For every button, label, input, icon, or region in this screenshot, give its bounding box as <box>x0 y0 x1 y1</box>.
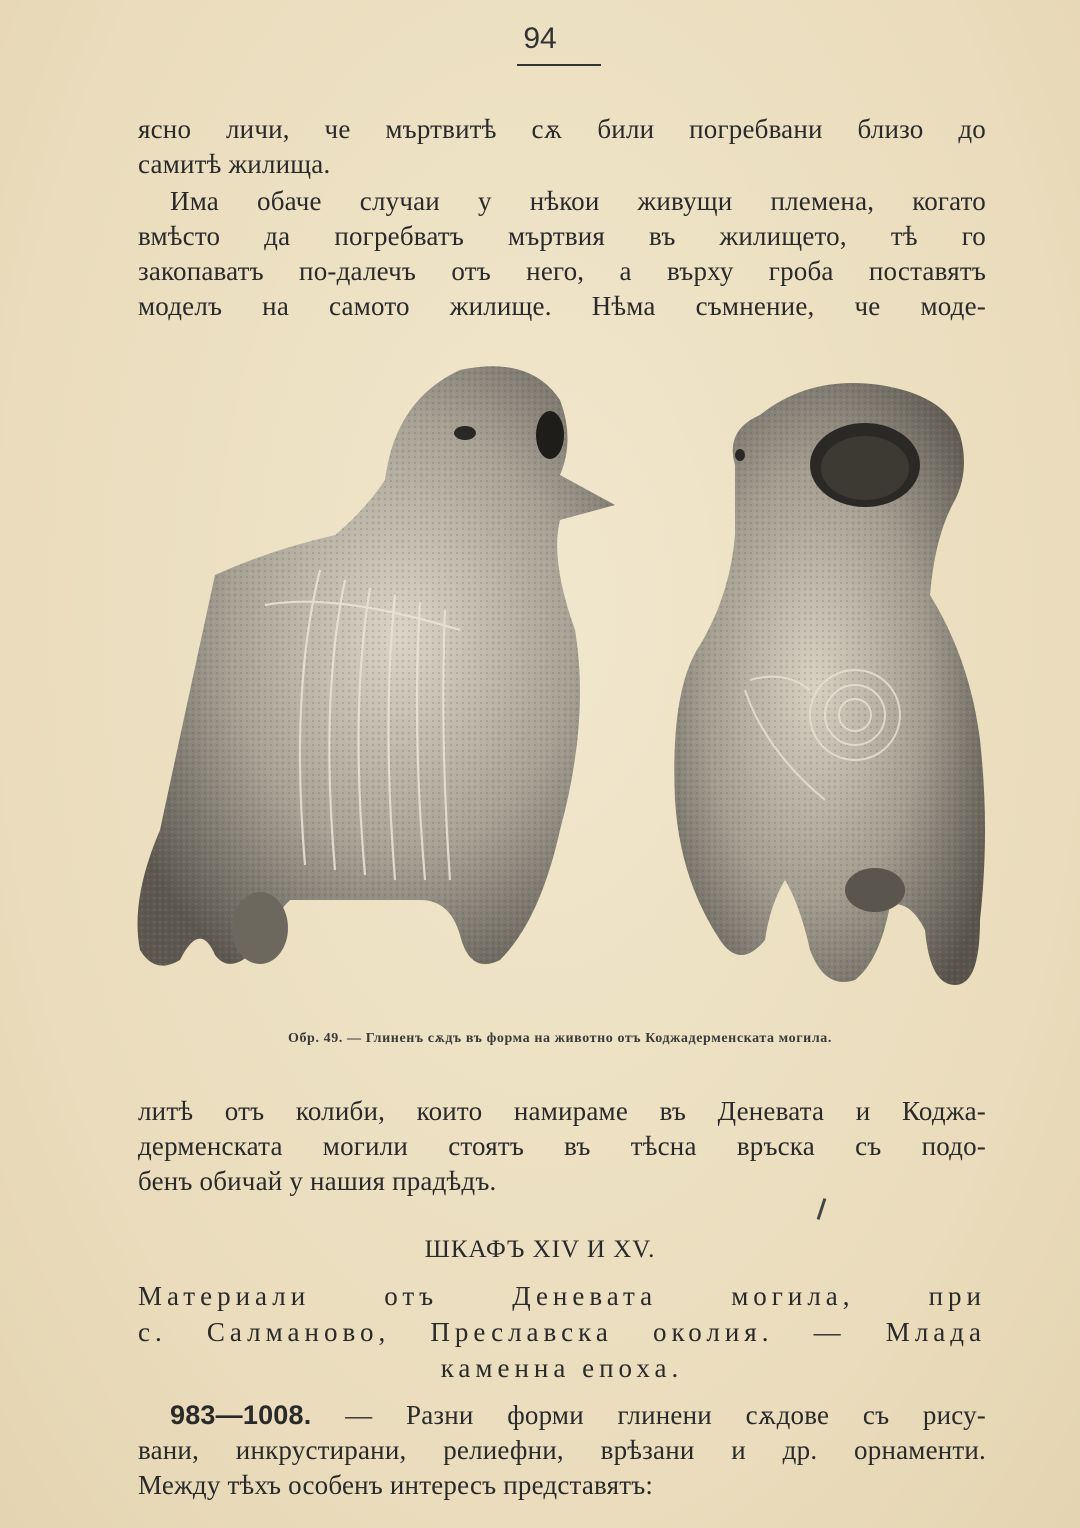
clay-vessels-photo <box>120 360 1000 1020</box>
paragraph-3 <box>138 1094 986 1199</box>
text-line: вмѣсто да погребватъ мъртвия въ жилището, тѣ го <box>138 221 986 251</box>
catalogue-entry <box>138 1398 986 1503</box>
text-line: Между тѣхъ особенъ интересъ представятъ: <box>138 1470 654 1500</box>
paragraph-1 <box>138 112 986 182</box>
text-line: дерменската могили стоятъ въ тѣсна връска съ подо- <box>138 1131 986 1161</box>
text-line: бенъ обичай у нашия прадѣдъ. <box>138 1166 497 1196</box>
text-line <box>138 1398 986 1433</box>
text-line: Има обаче случаи у нѣкои живущи племена, когато <box>170 186 986 216</box>
section-subtitle <box>138 1278 986 1386</box>
section-heading: ШКАФЪ XIV И XV. <box>424 1236 656 1263</box>
text-line: Материали отъ Деневата могила, при <box>138 1281 986 1311</box>
text-line: моделъ на самото жилище. Нѣма съмнение, че моде- <box>138 291 986 321</box>
entry-text: — Разни форми глинени сѫдове съ рису- <box>311 1400 986 1430</box>
paragraph-2 <box>138 184 986 324</box>
text-line: самитѣ жилища. <box>138 149 331 179</box>
page-number: 94 <box>523 22 557 55</box>
text-line: каменна епоха. <box>440 1353 684 1383</box>
text-line: с. Салманово, Преславска околия. — Млада <box>138 1317 986 1347</box>
pencil-mark <box>817 1198 827 1220</box>
page-number-rule <box>517 64 601 66</box>
text-line: ясно личи, че мъртвитѣ сѫ били погребвани близо до <box>138 114 986 144</box>
upright-vessel <box>674 383 985 985</box>
entry-number: 983—1008. <box>170 1400 312 1430</box>
text-line: вани, инкрустирани, релиефни, врѣзани и др. орнаменти. <box>138 1435 986 1465</box>
text-line: литѣ отъ колиби, които намираме въ Деневата и Коджа- <box>138 1096 986 1126</box>
figure-clay-vessels <box>120 360 1000 1020</box>
figure-caption: Обр. 49. — Глиненъ сѫдъ въ форма на животно отъ Коджадерменската могила. <box>287 1031 833 1046</box>
bird-vessel <box>138 366 616 965</box>
text-line: закопаватъ по-далечъ отъ него, а върху гроба поставятъ <box>138 256 986 286</box>
